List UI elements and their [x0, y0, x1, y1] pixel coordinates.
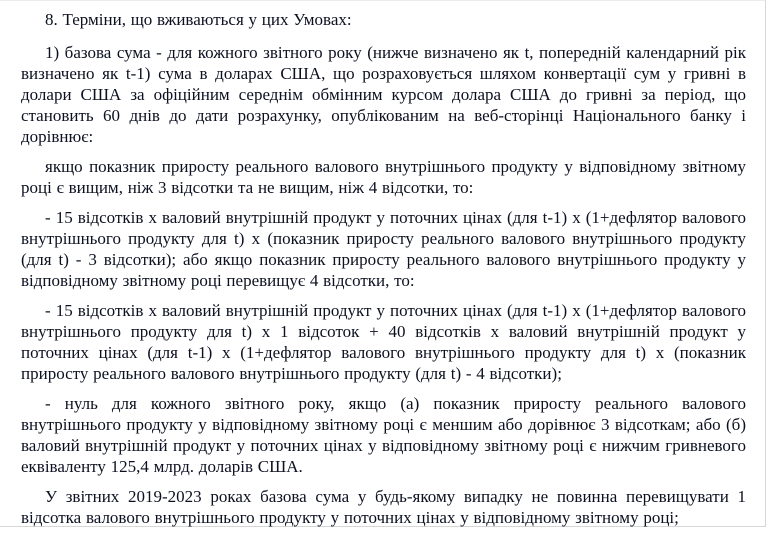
- section-heading-terms: 8. Терміни, що вживаються у цих Умовах:: [45, 10, 352, 29]
- paragraph-zero-condition: - нуль для кожного звітного року, якщо (а) показник приросту реального валового внутрішнього продукту у відповідному звітному році є меншим або дорівнює 3 відсоткам; або (б) валовий внутрішній продукт у поточних цінах у відповідному звітному році є нижчим гривневого еквіваленту 125,4 млрд. доларів США.: [21, 394, 746, 476]
- paragraph-formula-15-percent: - 15 відсотків х валовий внутрішній продукт у поточних цінах (для t-1) х (1+дефлятор валового внутрішнього продукту для t) х (показник приросту реального валового внутрішнього продукту (для t) - 3 відсотки); або якщо показник приросту реального валового внутрішнього продукту у відповідному звітному році перевищує 4 відсотки, то:: [21, 208, 746, 290]
- paragraph-formula-15-plus-40-percent: - 15 відсотків х валовий внутрішній продукт у поточних цінах (для t-1) х (1+дефлятор валового внутрішнього продукту для t) х 1 відсоток + 40 відсотків х валовий внутрішній продукт у поточних цінах (для t-1) х (1+дефлятор валового внутрішнього продукту для t) х (показник приросту реального валового внутрішнього продукту (для t) - 4 відсотки);: [21, 301, 746, 383]
- paragraph-cap-2019-2023: У звітних 2019-2023 роках базова сума у будь-якому випадку не повинна перевищувати 1 відсотка валового внутрішнього продукту у поточних цінах у відповідному звітному році;: [21, 487, 746, 527]
- paragraph-growth-condition-3-to-4: якщо показник приросту реального валового внутрішнього продукту у відповідному звітному році є вищим, ніж 3 відсотки та не вищим, ніж 4 відсотки, то:: [21, 157, 746, 197]
- paragraph-base-amount-definition: 1) базова сума - для кожного звітного року (нижче визначено як t, попередній календарний рік визначено як t-1) сума в доларах США, що розраховується шляхом конвертації сум у гривні в долари США за офіційним середнім обмінним курсом долара США до гривні за період, що становить 60 днів до дати розрахунку, опублікованим на веб-сторінці Національного банку і дорівнює:: [21, 43, 746, 146]
